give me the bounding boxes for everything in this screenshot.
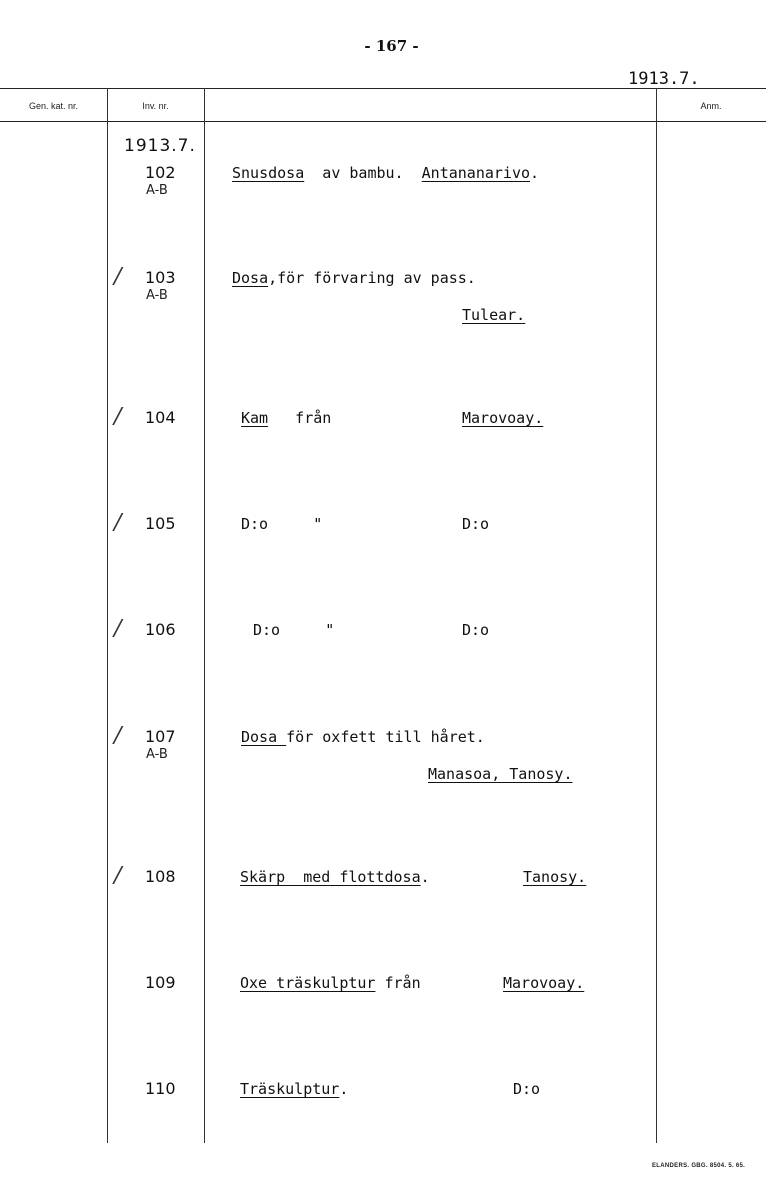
description-segment: av bambu. xyxy=(304,164,422,182)
col-header-anm: Anm. xyxy=(700,101,722,111)
place-of-origin: Tanosy. xyxy=(523,868,587,886)
description-segment: ,för förvaring av pass. xyxy=(268,269,476,287)
header-bottom-rule xyxy=(0,121,766,122)
inventory-number: 107 xyxy=(145,727,176,746)
description-segment: från xyxy=(375,974,421,992)
object-description xyxy=(241,728,485,746)
inventory-number: 103 xyxy=(145,268,176,287)
place-of-origin: Marovoay. xyxy=(462,409,544,427)
place-of-origin: D:o xyxy=(462,515,490,533)
header-top-rule xyxy=(0,88,766,89)
col-header-gen-kat-nr: Gen. kat. nr. xyxy=(28,101,79,111)
column-divider-1 xyxy=(107,88,108,1143)
inventory-subparts: A-B xyxy=(146,288,168,303)
object-description xyxy=(240,868,430,886)
check-mark-icon: / xyxy=(111,510,125,535)
column-divider-2 xyxy=(204,88,205,1143)
description-segment: Kam xyxy=(241,409,269,427)
description-segment: . xyxy=(420,868,430,886)
page-number: - 167 - xyxy=(364,37,419,55)
description-segment: Träskulptur xyxy=(240,1080,340,1098)
description-segment: Snusdosa xyxy=(232,164,305,182)
description-segment: Dosa xyxy=(241,728,287,746)
inventory-number: 106 xyxy=(145,620,176,639)
object-description xyxy=(241,409,331,427)
description-segment: för oxfett till håret. xyxy=(286,728,485,746)
inventory-number: 105 xyxy=(145,514,176,533)
place-of-origin: Marovoay. xyxy=(503,974,585,992)
inventory-subparts: A-B xyxy=(146,747,168,762)
description-segment: D:o " xyxy=(253,621,335,639)
inventory-number: 102 xyxy=(145,163,176,182)
catalog-year-header: 1913.7. xyxy=(628,69,700,89)
place-of-origin: D:o xyxy=(513,1080,541,1098)
object-description xyxy=(240,974,421,992)
description-segment: Dosa xyxy=(232,269,269,287)
description-segment: Skärp med flottdosa xyxy=(240,868,421,886)
object-description xyxy=(253,621,334,639)
inventory-number: 109 xyxy=(145,973,176,992)
check-mark-icon: / xyxy=(111,264,125,289)
description-segment: D:o " xyxy=(241,515,323,533)
description-segment: . xyxy=(530,164,540,182)
object-description xyxy=(241,515,322,533)
inventory-number: 110 xyxy=(145,1079,176,1098)
check-mark-icon: / xyxy=(111,723,125,748)
check-mark-icon: / xyxy=(111,616,125,641)
inventory-number: 104 xyxy=(145,408,176,427)
inventory-subparts: A-B xyxy=(146,183,168,198)
place-of-origin: Manasoa, Tanosy. xyxy=(428,765,573,783)
object-description xyxy=(232,269,476,287)
description-segment: Oxe träskulptur xyxy=(240,974,376,992)
place-of-origin: Tulear. xyxy=(462,306,526,324)
description-segment: från xyxy=(268,409,332,427)
description-segment: . xyxy=(339,1080,349,1098)
object-description xyxy=(232,164,539,182)
inventory-number: 108 xyxy=(145,867,176,886)
col-header-inv-nr: Inv. nr. xyxy=(142,101,169,111)
description-segment: Antananarivo xyxy=(421,164,531,182)
object-description xyxy=(240,1080,348,1098)
place-of-origin: D:o xyxy=(462,621,490,639)
column-divider-3 xyxy=(656,88,657,1143)
printer-imprint: ELANDERS. GBG. 8504. 5. 65. xyxy=(652,1163,746,1169)
check-mark-icon: / xyxy=(111,863,125,888)
check-mark-icon: / xyxy=(111,404,125,429)
year-label: 1913.7. xyxy=(124,136,196,156)
